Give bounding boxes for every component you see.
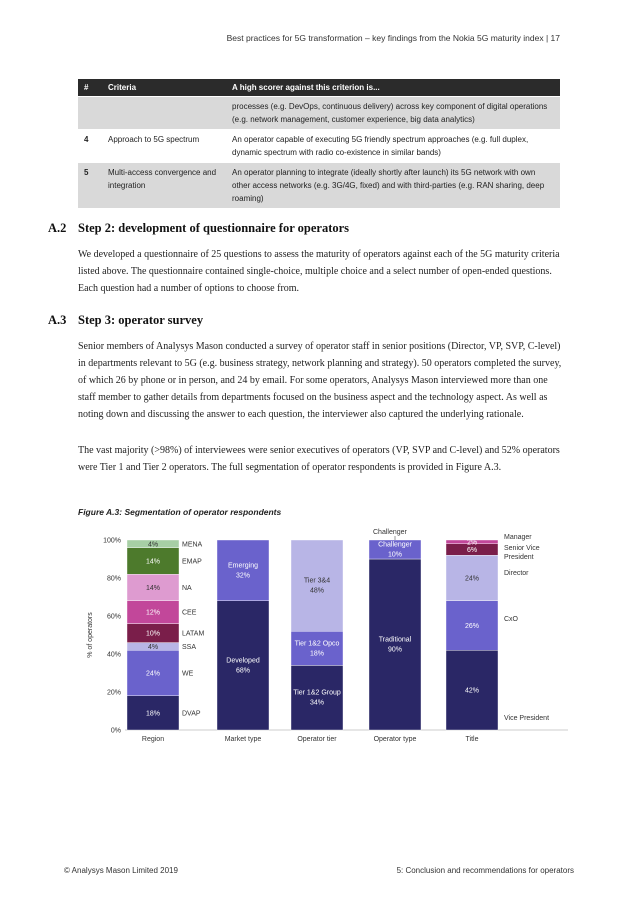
bar-segment (291, 540, 343, 631)
table-row (78, 130, 560, 163)
segment-name-label: Challenger (373, 529, 407, 536)
segment-name-label: Challenger (378, 541, 412, 549)
y-tick-label: 60% (106, 613, 121, 621)
x-tick-label: Operator type (373, 736, 417, 743)
row-description (226, 163, 560, 209)
bar-segment (291, 665, 343, 730)
desc-line: (e.g. network management, customer experience, big data analytics) (232, 115, 475, 124)
y-tick-label: 100% (103, 537, 121, 545)
footer-copyright: © Analysys Mason Limited 2019 (64, 866, 178, 875)
row-criteria (102, 97, 226, 130)
row-num: 4 (78, 130, 102, 163)
section-number: A.2 (48, 221, 67, 235)
segment-name-label: Vice President (504, 715, 550, 722)
desc-line: other access networks (e.g. 3G/4G, fixed) and with third-parties (e.g. RAN sharing, deep (232, 181, 545, 190)
y-tick-label: 0% (110, 727, 121, 735)
x-tick-label: Operator tier (297, 736, 337, 743)
data-label: 18% (309, 650, 325, 658)
y-tick-label: 80% (106, 575, 121, 583)
segment-name-label: WE (182, 670, 194, 678)
footer-section: 5: Conclusion and recommendations for operators (396, 866, 574, 875)
segment-name-label: Tier 1&2 Group (293, 689, 341, 697)
paragraph: We developed a questionnaire of 25 questions to assess the maturity of operators against each of the 5G maturity criteria listed above. The questionnaire contained single-choice, multiple choice and a select number of open-ended questions. Each question had a number of options to choose from. (78, 249, 560, 294)
desc-line: dynamic spectrum with radio co-existence in similar bands) (232, 148, 441, 157)
section-heading-a2 (48, 221, 349, 236)
data-label: 10% (387, 551, 403, 559)
row-criteria: Approach to 5G spectrum (102, 130, 226, 163)
segment-name-label: SSA (182, 643, 197, 651)
x-tick-label: Title (465, 736, 479, 743)
segment-name-label: NA (182, 585, 192, 592)
data-label: 48% (309, 587, 325, 595)
segment-name-label: Manager (504, 534, 532, 541)
row-criteria: Multi-access convergence and integration (102, 163, 226, 209)
section-number: A.3 (48, 313, 67, 327)
criteria-table (78, 79, 560, 209)
segment-name-label: Tier 1&2 Opco (294, 640, 340, 648)
segment-name-label: EMAP (182, 558, 202, 566)
segment-name-label: Tier 3&4 (303, 577, 331, 585)
row-description (226, 97, 560, 130)
data-label: 68% (235, 667, 251, 675)
segment-name-label: MENA (182, 541, 203, 549)
data-label: 24% (145, 670, 161, 678)
data-label: 14% (145, 558, 161, 566)
desc-line: An operator capable of executing 5G friendly spectrum approaches (e.g. full duplex, (232, 135, 529, 144)
y-tick-label: 40% (106, 651, 121, 659)
data-label: 6% (466, 547, 478, 554)
segment-name-label: Senior Vice (504, 545, 540, 552)
col-header-num: # (78, 79, 102, 97)
section-title: Step 3: operator survey (78, 313, 204, 327)
bar-segment (369, 559, 421, 730)
desc-line: processes (e.g. DevOps, continuous delivery) across key component of digital operations (232, 102, 548, 111)
data-label: 32% (235, 572, 251, 580)
table-row (78, 97, 560, 130)
bar-segment (291, 631, 343, 665)
data-label: 4% (147, 541, 159, 549)
data-label: 26% (464, 623, 480, 630)
data-label: 14% (145, 585, 161, 592)
x-tick-label: Market type (224, 736, 262, 743)
data-label: 4% (147, 643, 159, 651)
col-header-description: A high scorer against this criterion is... (226, 79, 560, 97)
data-label: 18% (145, 710, 161, 718)
col-header-criteria: Criteria (102, 79, 226, 97)
segment-name-label: Emerging (228, 562, 258, 570)
data-label: 12% (145, 609, 161, 617)
bar-segment (217, 601, 269, 730)
data-label: 42% (464, 687, 480, 695)
table-row (78, 163, 560, 209)
segment-name-label: LATAM (182, 630, 205, 638)
data-label: 90% (387, 646, 403, 654)
segmentation-chart (78, 525, 568, 750)
section-title: Step 2: development of questionnaire for operators (78, 221, 350, 235)
x-tick-label: Region (141, 736, 165, 743)
y-tick-label: 20% (106, 689, 121, 697)
bar-segment (217, 540, 269, 601)
desc-line: roaming) (232, 194, 264, 203)
data-label: 2% (466, 539, 478, 547)
segment-name-label: Developed (226, 657, 260, 665)
segment-name-label: Traditional (378, 636, 412, 644)
data-label: 24% (464, 575, 480, 583)
data-label: 10% (145, 630, 161, 638)
row-num (78, 97, 102, 130)
section-heading-a3 (48, 313, 203, 328)
data-label: 34% (309, 699, 325, 707)
desc-line: An operator planning to integrate (ideally shortly after launch) its 5G network with own (232, 168, 536, 177)
segment-name-label: DVAP (182, 710, 201, 718)
row-description (226, 130, 560, 163)
y-axis-label: % of operators (87, 612, 94, 658)
row-num: 5 (78, 163, 102, 209)
paragraph: Senior members of Analysys Mason conducted a survey of operator staff in senior positions (Director, VP, SVP, C-level) in departments relevant to 5G (e.g. business strategy, network planning and strategy). 50 operators completed the survey, of which 26 by phone or in person, and 24 by email. For some operators, Analysys Mason interviewed more than one staff member to gather details from departments focused on the business aspect and the technology aspect. As well as noting down and discussing the answer to each question, the interviewer also captured the underlying rationale. (78, 341, 562, 420)
figure-title: Figure A.3: Segmentation of operator respondents (78, 507, 282, 517)
segment-name-label: President (504, 554, 534, 561)
running-header: Best practices for 5G transformation – key findings from the Nokia 5G maturity index | 17 (226, 33, 560, 43)
paragraph: The vast majority (>98%) of interviewees were senior executives of operators (VP, SVP and C-level) and 52% operators were Tier 1 and Tier 2 operators. The full segmentation of operator respondents is provided in Figure A.3. (78, 445, 560, 473)
segment-name-label: CEE (182, 609, 197, 617)
segment-name-label: CxO (504, 616, 518, 623)
segment-name-label: Director (504, 570, 529, 577)
